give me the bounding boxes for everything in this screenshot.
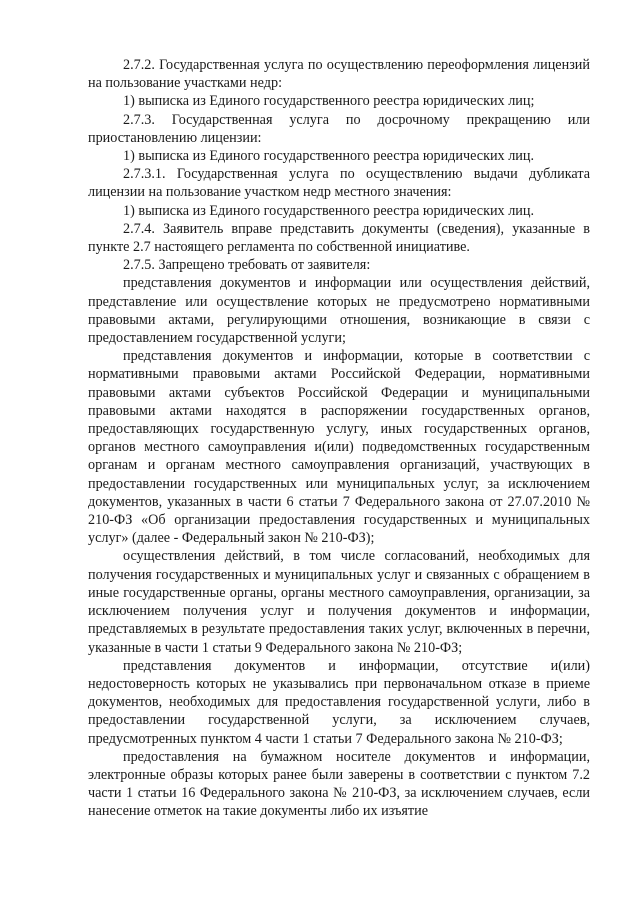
prohibition-item-4: представления документов и информации, отсутствие и(или) недостоверность которых не указывались при первоначальном отказе в приеме документов, необходимых для предоставления государственной услуги, либо в предоставлении государственной услуги, за исключением случаев, предусмотренных пунктом 4 части 1 статьи 7 Федерального закона № 210-ФЗ; — [88, 657, 590, 747]
paragraph-2-7-3: 2.7.3. Государственная услуга по досрочному прекращению или приостановлению лицензии: — [88, 111, 590, 146]
paragraph-2-7-2-item-1: 1) выписка из Единого государственного реестра юридических лиц; — [123, 93, 535, 110]
prohibition-item-1: представления документов и информации или осуществления действий, представление или осуществление которых не предусмотрено нормативными правовыми актами, регулирующими отношения, возникающие в связи с предоставлением государственной услуги; — [88, 275, 590, 347]
paragraph-2-7-4: 2.7.4. Заявитель вправе представить документы (сведения), указанные в пункте 2.7 настоящего регламента по собственной инициативе. — [88, 220, 590, 256]
paragraph-2-7-3-item-1: 1) выписка из Единого государственного реестра юридических лиц. — [123, 148, 535, 165]
paragraph-2-7-2: 2.7.2. Государственная услуга по осуществлению переоформления лицензий на пользование участками недр: — [88, 57, 590, 92]
paragraph-2-7-5: 2.7.5. Запрещено требовать от заявителя: — [123, 257, 371, 274]
document-page — [88, 56, 590, 821]
paragraph-2-7-3-1: 2.7.3.1. Государственная услуга по осуществлению выдачи дубликата лицензии на пользование участком недр местного значения: — [88, 166, 590, 201]
paragraph-2-7-3-1-item-1: 1) выписка из Единого государственного реестра юридических лиц. — [123, 202, 535, 219]
prohibition-item-5: предоставления на бумажном носителе документов и информации, электронные образы которых ранее были заверены в соответствии с пунктом 7.2 части 1 статьи 16 Федерального закона № 210-ФЗ, за исключением случаев, если нанесение отметок на такие документы либо их изъятие — [88, 748, 590, 820]
prohibition-item-3: осуществления действий, в том числе согласований, необходимых для получения государственных и муниципальных услуг и связанных с обращением в иные государственные органы, органы местного самоуправления, организации, за исключением получения услуг и получения документов и информации, представляемых в результате предоставления таких услуг, включенных в перечни, указанные в части 1 статьи 9 Федерального закона № 210-ФЗ; — [88, 548, 590, 656]
prohibition-item-2: представления документов и информации, которые в соответствии с нормативными правовыми актами Российской Федерации, нормативными правовыми актами субъектов Российской Федерации и муниципальными правовыми актами находятся в распоряжении государственных органов, предоставляющих государственную услугу, иных государственных органов, органов местного самоуправления и(или) подведомственных государственным органам и органам местного самоуправления организаций, участвующих в предоставлении государственных или муниципальных услуг, за исключением документов, указанных в части 6 статьи 7 Федерального закона от 27.07.2010 № 210-ФЗ «Об организации предоставления государственных и муниципальных услуг» (далее - Федеральный закон № 210-ФЗ); — [88, 348, 590, 547]
